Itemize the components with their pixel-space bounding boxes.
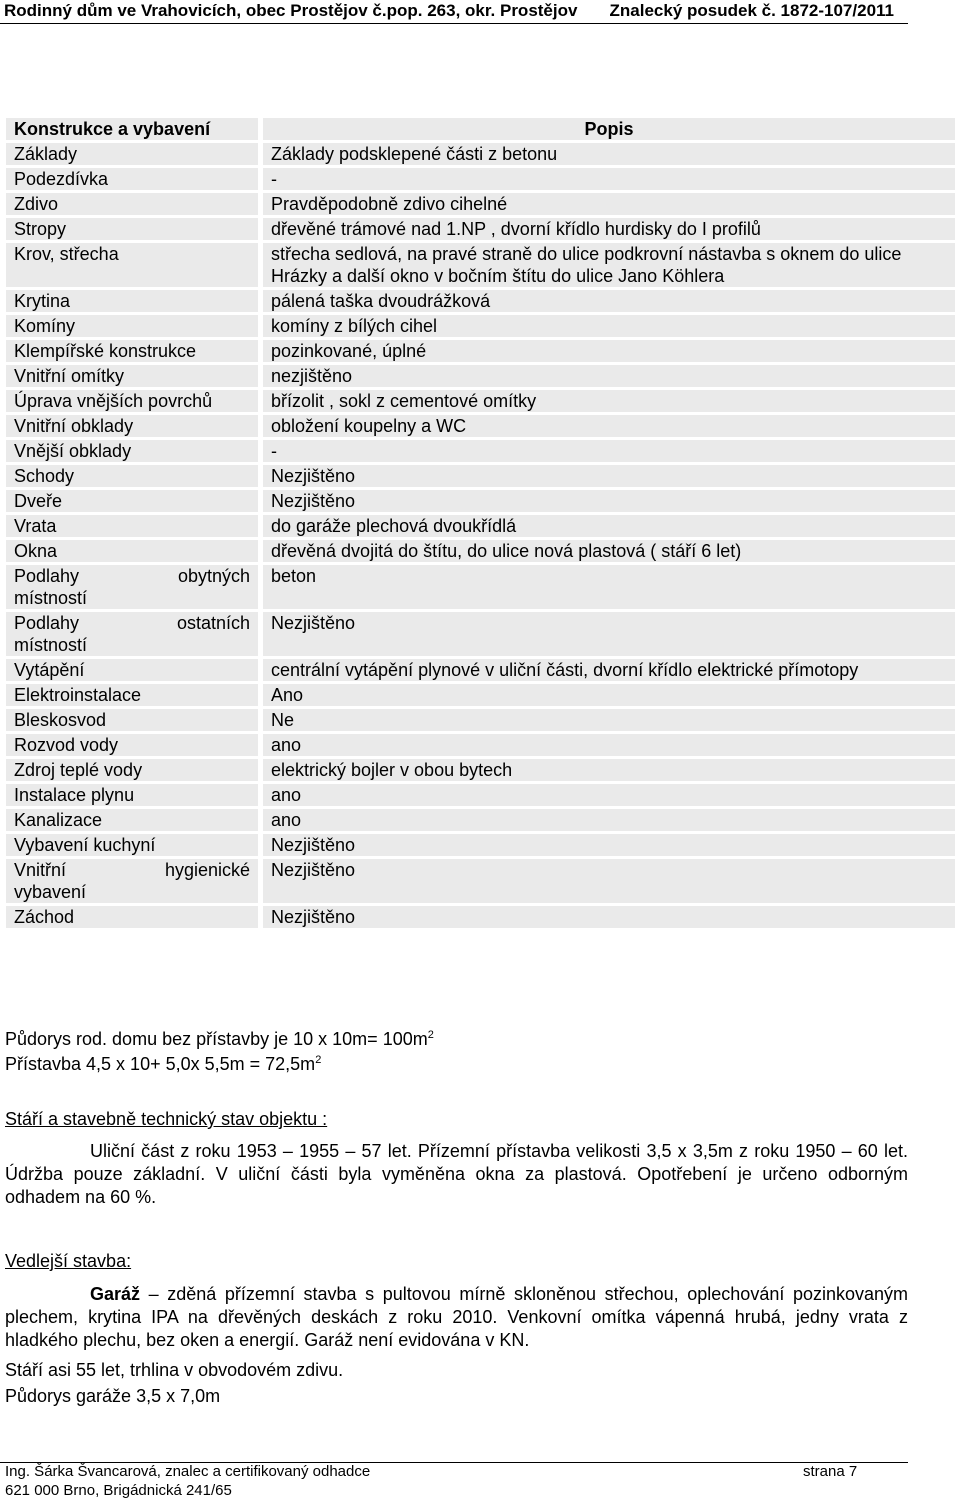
row-value: břízolit , sokl z cementové omítky bbox=[263, 390, 955, 412]
table-row bbox=[6, 340, 955, 362]
column-header-description: Popis bbox=[263, 118, 955, 140]
age-heading: Stáří a stavebně technický stav objektu : bbox=[5, 1109, 328, 1129]
table-row bbox=[6, 490, 955, 512]
row-label: Vnější obklady bbox=[6, 440, 258, 462]
table-row bbox=[6, 243, 955, 287]
table-row bbox=[6, 784, 955, 806]
row-value: pálená taška dvoudrážková bbox=[263, 290, 955, 312]
table-row bbox=[6, 143, 955, 165]
row-value: - bbox=[263, 440, 955, 462]
row-value: ano bbox=[263, 734, 955, 756]
row-label: Krytina bbox=[6, 290, 258, 312]
header-report-number: Znalecký posudek č. 1872-107/2011 bbox=[609, 1, 894, 20]
row-value: Nezjištěno bbox=[263, 490, 955, 512]
table-row bbox=[6, 540, 955, 562]
row-label: Vytápění bbox=[6, 659, 258, 681]
row-value: Ano bbox=[263, 684, 955, 706]
garage-label: Garáž bbox=[90, 1284, 141, 1304]
garage-age: Stáří asi 55 let, trhlina v obvodovém zdivu. bbox=[5, 1360, 344, 1380]
row-value: Ne bbox=[263, 709, 955, 731]
table-row bbox=[6, 612, 955, 656]
table-row bbox=[6, 565, 955, 609]
row-label: Okna bbox=[6, 540, 258, 562]
row-value: Základy podsklepené části z betonu bbox=[263, 143, 955, 165]
table-row bbox=[6, 390, 955, 412]
table-row bbox=[6, 759, 955, 781]
age-paragraph: Uliční část z roku 1953 – 1955 – 57 let. Přízemní přístavba velikosti 3,5 x 3,5m z roku 1950 – 60 let. Údržba pouze základní. V uliční části byla vyměněna okna za plastová. Opotřebení je určeno odborným odhadem na 60 %. bbox=[5, 1141, 908, 1207]
row-value: centrální vytápění plynové v uliční části, dvorní křídlo elektrické přímotopy bbox=[263, 659, 955, 681]
row-value: - bbox=[263, 168, 955, 190]
row-value: beton bbox=[263, 565, 955, 609]
row-label: Schody bbox=[6, 465, 258, 487]
row-label: Záchod bbox=[6, 906, 258, 928]
table-row bbox=[6, 193, 955, 215]
row-label: Elektroinstalace bbox=[6, 684, 258, 706]
row-label: Zdivo bbox=[6, 193, 258, 215]
table-row bbox=[6, 440, 955, 462]
row-value: dřevěné trámové nad 1.NP , dvorní křídlo hurdisky do I profilů bbox=[263, 218, 955, 240]
row-value: Nezjištěno bbox=[263, 859, 955, 903]
row-label: Základy bbox=[6, 143, 258, 165]
garage-paragraph: Garáž – zděná přízemní stavba s pultovou mírně skloněnou střechou, oplechování pozinkovaným plechem, krytina IPA na dřevěných deskách z roku 2010. Venkovní omítka vápenná hrubá, jedny vrata z hladkého plechu, bez oken a energií. Garáž není evidována v KN. bbox=[5, 1284, 908, 1350]
row-label: Vybavení kuchyní bbox=[6, 834, 258, 856]
footer-page-number: strana 7 bbox=[803, 1463, 858, 1480]
row-label: Kanalizace bbox=[6, 809, 258, 831]
row-label-part: vybavení bbox=[14, 882, 87, 902]
row-value: střecha sedlová, na pravé straně do ulice podkrovní nástavba s oknem do ulice Hrázky a další okno v bočním štítu do ulice Jano Köhlera bbox=[263, 243, 955, 287]
table-row bbox=[6, 168, 955, 190]
footer-author: Ing. Šárka Švancarová, znalec a certifikovaný odhadce bbox=[5, 1463, 371, 1480]
row-value: nezjištěno bbox=[263, 365, 955, 387]
table-row bbox=[6, 859, 955, 903]
footer-address: 621 000 Brno, Brigádnická 241/65 bbox=[5, 1482, 232, 1499]
row-value: Nezjištěno bbox=[263, 834, 955, 856]
table-row bbox=[6, 684, 955, 706]
row-value: Pravděpodobně zdivo cihelné bbox=[263, 193, 955, 215]
row-value: do garáže plechová dvoukřídlá bbox=[263, 515, 955, 537]
table-row bbox=[6, 809, 955, 831]
table-row bbox=[6, 290, 955, 312]
row-label bbox=[6, 612, 258, 656]
row-label-part: Podlahy bbox=[14, 566, 80, 586]
row-label: Instalace plynu bbox=[6, 784, 258, 806]
table-row bbox=[6, 465, 955, 487]
row-label-part: ostatních bbox=[176, 613, 250, 633]
row-value: komíny z bílých cihel bbox=[263, 315, 955, 337]
row-label-part: obytných bbox=[177, 566, 250, 586]
table-row bbox=[6, 834, 955, 856]
row-label-part: místností bbox=[14, 635, 88, 655]
table-row bbox=[6, 906, 955, 928]
row-value: dřevěná dvojitá do štítu, do ulice nová plastová ( stáří 6 let) bbox=[263, 540, 955, 562]
page-header bbox=[0, 0, 960, 24]
row-value: obložení koupelny a WC bbox=[263, 415, 955, 437]
table-header-row bbox=[6, 118, 955, 140]
row-label: Zdroj teplé vody bbox=[6, 759, 258, 781]
construction-table bbox=[6, 115, 955, 931]
row-value: pozinkované, úplné bbox=[263, 340, 955, 362]
table-row bbox=[6, 734, 955, 756]
area-line-1: Půdorys rod. domu bez přístavby je 10 x $10m= 100m^2$ bbox=[5, 1029, 434, 1049]
header-rule bbox=[0, 23, 908, 24]
row-label-part: místností bbox=[14, 588, 88, 608]
secondary-heading: Vedlejší stavba: bbox=[5, 1251, 132, 1271]
row-label: Vnitřní obklady bbox=[6, 415, 258, 437]
row-label-part: hygienické bbox=[164, 860, 250, 880]
row-label: Úprava vnějších povrchů bbox=[6, 390, 258, 412]
row-value: Nezjištěno bbox=[263, 465, 955, 487]
row-value: ano bbox=[263, 784, 955, 806]
row-label: Klempířské konstrukce bbox=[6, 340, 258, 362]
column-header-construction: Konstrukce a vybavení bbox=[6, 118, 258, 140]
row-label: Stropy bbox=[6, 218, 258, 240]
table-row bbox=[6, 709, 955, 731]
header-title: Rodinný dům ve Vrahovicích, obec Prostějov č.pop. 263, okr. Prostějov bbox=[4, 1, 578, 20]
table-row bbox=[6, 515, 955, 537]
row-value: Nezjištěno bbox=[263, 906, 955, 928]
row-value: elektrický bojler v obou bytech bbox=[263, 759, 955, 781]
row-label: Vrata bbox=[6, 515, 258, 537]
table-row bbox=[6, 365, 955, 387]
row-label: Komíny bbox=[6, 315, 258, 337]
area-line-2: Přístavba 4,5 x 10+ 5,0x $5,5m = 72,5m^2$ bbox=[5, 1054, 322, 1074]
row-value: ano bbox=[263, 809, 955, 831]
row-label: Podezdívka bbox=[6, 168, 258, 190]
row-label: Bleskosvod bbox=[6, 709, 258, 731]
table-row bbox=[6, 659, 955, 681]
row-label bbox=[6, 859, 258, 903]
row-label-part: Podlahy bbox=[14, 613, 80, 633]
row-label: Rozvod vody bbox=[6, 734, 258, 756]
row-label: Vnitřní omítky bbox=[6, 365, 258, 387]
garage-plan: Půdorys garáže 3,5 x 7,0m bbox=[5, 1386, 221, 1406]
row-label: Dveře bbox=[6, 490, 258, 512]
row-label: Krov, střecha bbox=[6, 243, 258, 287]
row-value: Nezjištěno bbox=[263, 612, 955, 656]
table-row bbox=[6, 218, 955, 240]
row-label bbox=[6, 565, 258, 609]
row-label-part: Vnitřní bbox=[14, 860, 67, 880]
table-row bbox=[6, 415, 955, 437]
table-row bbox=[6, 315, 955, 337]
